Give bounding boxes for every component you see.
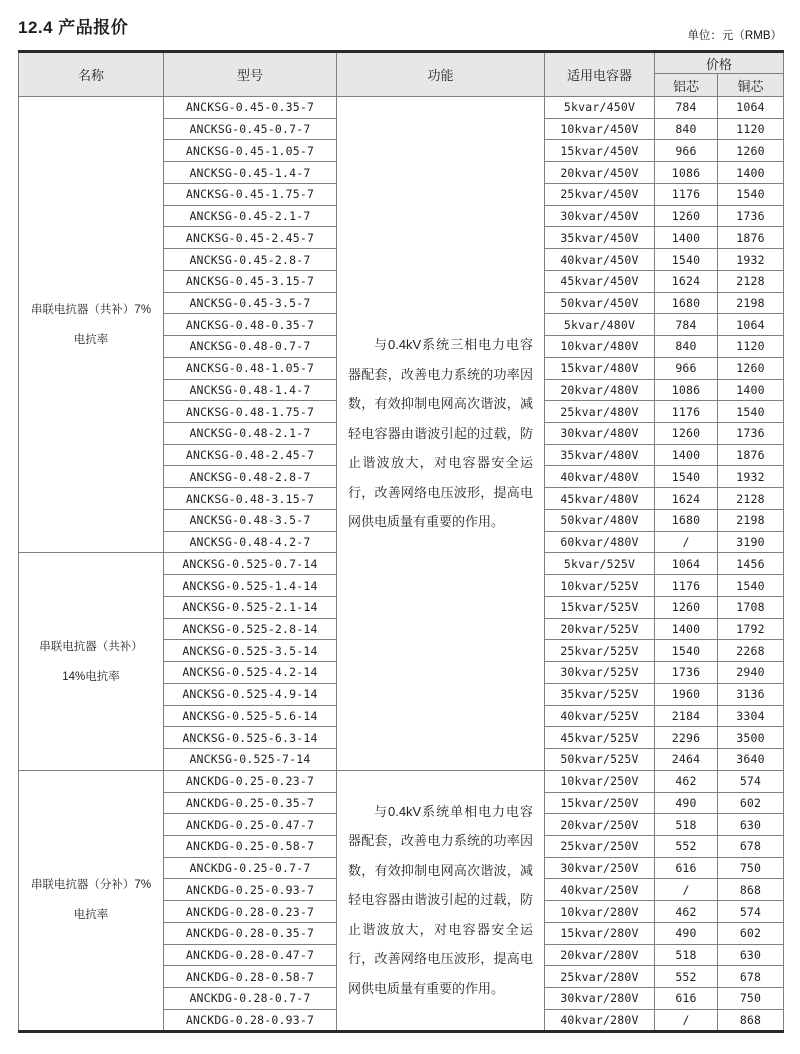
- model-cell: ANCKDG-0.25-0.7-7: [164, 857, 337, 879]
- model-cell: ANCKSG-0.48-0.7-7: [164, 336, 337, 358]
- function-description-cell: [337, 770, 545, 1031]
- copper-price-cell: 2198: [718, 509, 784, 531]
- capacitor-cell: 30kvar/250V: [545, 857, 655, 879]
- aluminum-price-cell: 518: [655, 814, 718, 836]
- model-cell: ANCKSG-0.45-1.4-7: [164, 162, 337, 184]
- aluminum-price-cell: 490: [655, 792, 718, 814]
- copper-price-cell: 630: [718, 814, 784, 836]
- model-cell: ANCKDG-0.25-0.93-7: [164, 879, 337, 901]
- model-cell: ANCKDG-0.28-0.7-7: [164, 988, 337, 1010]
- capacitor-cell: 25kvar/450V: [545, 183, 655, 205]
- product-name-line: 串联电抗器（共补）7%: [30, 303, 152, 316]
- capacitor-cell: 45kvar/450V: [545, 270, 655, 292]
- copper-price-cell: 574: [718, 770, 784, 792]
- model-cell: ANCKDG-0.25-0.58-7: [164, 835, 337, 857]
- capacitor-cell: 20kvar/525V: [545, 618, 655, 640]
- capacitor-cell: 35kvar/525V: [545, 683, 655, 705]
- capacitor-cell: 10kvar/250V: [545, 770, 655, 792]
- unit-note: 单位：元（RMB）: [687, 30, 782, 42]
- capacitor-cell: 10kvar/525V: [545, 575, 655, 597]
- copper-price-cell: 1736: [718, 205, 784, 227]
- aluminum-price-cell: 490: [655, 922, 718, 944]
- copper-price-cell: 1064: [718, 97, 784, 119]
- aluminum-price-cell: 1176: [655, 575, 718, 597]
- model-cell: ANCKSG-0.525-2.1-14: [164, 596, 337, 618]
- copper-price-cell: 1932: [718, 466, 784, 488]
- price-table-header: [19, 52, 784, 97]
- aluminum-price-cell: /: [655, 1009, 718, 1031]
- copper-price-cell: 1120: [718, 336, 784, 358]
- copper-price-cell: 1540: [718, 575, 784, 597]
- aluminum-price-cell: 1400: [655, 618, 718, 640]
- model-cell: ANCKSG-0.525-0.7-14: [164, 553, 337, 575]
- model-cell: ANCKSG-0.45-2.1-7: [164, 205, 337, 227]
- model-cell: ANCKSG-0.48-2.1-7: [164, 423, 337, 445]
- aluminum-price-cell: 552: [655, 966, 718, 988]
- aluminum-price-cell: 462: [655, 770, 718, 792]
- copper-price-cell: 2268: [718, 640, 784, 662]
- model-cell: ANCKSG-0.525-5.6-14: [164, 705, 337, 727]
- aluminum-price-cell: 966: [655, 140, 718, 162]
- price-table: [18, 50, 784, 1033]
- aluminum-price-cell: 1260: [655, 423, 718, 445]
- copper-price-cell: 602: [718, 922, 784, 944]
- header-capacitor: 适用电容器: [545, 52, 655, 97]
- header-copper-core: 铜芯: [718, 74, 784, 97]
- copper-price-cell: 1792: [718, 618, 784, 640]
- model-cell: ANCKSG-0.525-3.5-14: [164, 640, 337, 662]
- aluminum-price-cell: 1260: [655, 596, 718, 618]
- copper-price-cell: 868: [718, 879, 784, 901]
- capacitor-cell: 40kvar/450V: [545, 249, 655, 271]
- model-cell: ANCKSG-0.48-1.75-7: [164, 401, 337, 423]
- capacitor-cell: 40kvar/250V: [545, 879, 655, 901]
- copper-price-cell: 678: [718, 966, 784, 988]
- table-row: [19, 770, 784, 792]
- aluminum-price-cell: 1400: [655, 444, 718, 466]
- product-name-line: 14%电抗率: [62, 670, 120, 683]
- capacitor-cell: 5kvar/480V: [545, 314, 655, 336]
- copper-price-cell: 1876: [718, 227, 784, 249]
- aluminum-price-cell: 1086: [655, 379, 718, 401]
- model-cell: ANCKSG-0.45-0.35-7: [164, 97, 337, 119]
- model-cell: ANCKSG-0.525-6.3-14: [164, 727, 337, 749]
- model-cell: ANCKSG-0.525-7-14: [164, 749, 337, 771]
- copper-price-cell: 1540: [718, 401, 784, 423]
- capacitor-cell: 5kvar/525V: [545, 553, 655, 575]
- model-cell: ANCKDG-0.25-0.47-7: [164, 814, 337, 836]
- aluminum-price-cell: 2184: [655, 705, 718, 727]
- capacitor-cell: 30kvar/450V: [545, 205, 655, 227]
- copper-price-cell: 1260: [718, 140, 784, 162]
- copper-price-cell: 1260: [718, 357, 784, 379]
- product-name-line: 串联电抗器（分补）7%: [30, 879, 152, 892]
- model-cell: ANCKSG-0.48-4.2-7: [164, 531, 337, 553]
- capacitor-cell: 10kvar/280V: [545, 901, 655, 923]
- page-header: [18, 0, 783, 50]
- copper-price-cell: 574: [718, 901, 784, 923]
- aluminum-price-cell: 1960: [655, 683, 718, 705]
- model-cell: ANCKSG-0.45-2.45-7: [164, 227, 337, 249]
- model-cell: ANCKSG-0.45-2.8-7: [164, 249, 337, 271]
- aluminum-price-cell: 1680: [655, 292, 718, 314]
- model-cell: ANCKSG-0.48-3.15-7: [164, 488, 337, 510]
- model-cell: ANCKSG-0.48-3.5-7: [164, 509, 337, 531]
- model-cell: ANCKDG-0.28-0.93-7: [164, 1009, 337, 1031]
- capacitor-cell: 40kvar/525V: [545, 705, 655, 727]
- capacitor-cell: 20kvar/280V: [545, 944, 655, 966]
- header-model: 型号: [164, 52, 337, 97]
- aluminum-price-cell: 552: [655, 835, 718, 857]
- copper-price-cell: 3304: [718, 705, 784, 727]
- copper-price-cell: 1736: [718, 423, 784, 445]
- model-cell: ANCKSG-0.48-0.35-7: [164, 314, 337, 336]
- page-title: 12.4 产品报价: [18, 18, 129, 37]
- model-cell: ANCKDG-0.25-0.35-7: [164, 792, 337, 814]
- copper-price-cell: 1400: [718, 379, 784, 401]
- function-description-text: 与0.4kV系统三相电力电容器配套，改善电力系统的功率因数，有效抑制电网高次谐波，减轻电容器由谐波引起的过载，防止谐波放大，对电容器安全运行，改善网络电压波形，提高电网供电质量有重要的作用。: [348, 337, 533, 530]
- copper-price-cell: 3136: [718, 683, 784, 705]
- capacitor-cell: 15kvar/280V: [545, 922, 655, 944]
- aluminum-price-cell: 840: [655, 336, 718, 358]
- copper-price-cell: 1540: [718, 183, 784, 205]
- capacitor-cell: 50kvar/480V: [545, 509, 655, 531]
- aluminum-price-cell: 462: [655, 901, 718, 923]
- model-cell: ANCKSG-0.525-4.2-14: [164, 662, 337, 684]
- copper-price-cell: 868: [718, 1009, 784, 1031]
- aluminum-price-cell: 966: [655, 357, 718, 379]
- copper-price-cell: 1708: [718, 596, 784, 618]
- capacitor-cell: 45kvar/525V: [545, 727, 655, 749]
- capacitor-cell: 40kvar/280V: [545, 1009, 655, 1031]
- aluminum-price-cell: /: [655, 879, 718, 901]
- copper-price-cell: 750: [718, 857, 784, 879]
- aluminum-price-cell: 616: [655, 857, 718, 879]
- copper-price-cell: 2128: [718, 488, 784, 510]
- capacitor-cell: 45kvar/480V: [545, 488, 655, 510]
- copper-price-cell: 1064: [718, 314, 784, 336]
- copper-price-cell: 1456: [718, 553, 784, 575]
- capacitor-cell: 15kvar/480V: [545, 357, 655, 379]
- price-table-body: [19, 97, 784, 1032]
- aluminum-price-cell: 616: [655, 988, 718, 1010]
- copper-price-cell: 3500: [718, 727, 784, 749]
- capacitor-cell: 35kvar/450V: [545, 227, 655, 249]
- model-cell: ANCKSG-0.48-2.45-7: [164, 444, 337, 466]
- function-description-cell: [337, 97, 545, 771]
- copper-price-cell: 1120: [718, 118, 784, 140]
- model-cell: ANCKDG-0.28-0.35-7: [164, 922, 337, 944]
- copper-price-cell: 2198: [718, 292, 784, 314]
- capacitor-cell: 35kvar/480V: [545, 444, 655, 466]
- capacitor-cell: 60kvar/480V: [545, 531, 655, 553]
- copper-price-cell: 2940: [718, 662, 784, 684]
- aluminum-price-cell: 1540: [655, 466, 718, 488]
- aluminum-price-cell: 1176: [655, 401, 718, 423]
- header-aluminum-core: 铝芯: [655, 74, 718, 97]
- copper-price-cell: 678: [718, 835, 784, 857]
- model-cell: ANCKSG-0.48-2.8-7: [164, 466, 337, 488]
- product-name-cell: [19, 553, 164, 770]
- model-cell: ANCKSG-0.525-4.9-14: [164, 683, 337, 705]
- table-row: [19, 97, 784, 119]
- capacitor-cell: 50kvar/450V: [545, 292, 655, 314]
- copper-price-cell: 602: [718, 792, 784, 814]
- model-cell: ANCKDG-0.25-0.23-7: [164, 770, 337, 792]
- model-cell: ANCKSG-0.525-2.8-14: [164, 618, 337, 640]
- product-name-line: 串联电抗器（共补）: [39, 640, 143, 653]
- aluminum-price-cell: 1624: [655, 488, 718, 510]
- aluminum-price-cell: 2464: [655, 749, 718, 771]
- capacitor-cell: 25kvar/525V: [545, 640, 655, 662]
- header-price: 价格: [655, 52, 784, 74]
- model-cell: ANCKSG-0.45-0.7-7: [164, 118, 337, 140]
- aluminum-price-cell: 1736: [655, 662, 718, 684]
- aluminum-price-cell: 1540: [655, 640, 718, 662]
- model-cell: ANCKSG-0.45-1.75-7: [164, 183, 337, 205]
- capacitor-cell: 20kvar/480V: [545, 379, 655, 401]
- capacitor-cell: 30kvar/480V: [545, 423, 655, 445]
- model-cell: ANCKSG-0.48-1.05-7: [164, 357, 337, 379]
- copper-price-cell: 1400: [718, 162, 784, 184]
- copper-price-cell: 1932: [718, 249, 784, 271]
- capacitor-cell: 20kvar/250V: [545, 814, 655, 836]
- aluminum-price-cell: 1540: [655, 249, 718, 271]
- capacitor-cell: 30kvar/525V: [545, 662, 655, 684]
- model-cell: ANCKSG-0.45-3.15-7: [164, 270, 337, 292]
- copper-price-cell: 630: [718, 944, 784, 966]
- product-name-cell: [19, 97, 164, 553]
- capacitor-cell: 25kvar/250V: [545, 835, 655, 857]
- capacitor-cell: 10kvar/450V: [545, 118, 655, 140]
- aluminum-price-cell: 1176: [655, 183, 718, 205]
- product-name-line: 电抗率: [73, 909, 109, 922]
- model-cell: ANCKDG-0.28-0.23-7: [164, 901, 337, 923]
- aluminum-price-cell: 1624: [655, 270, 718, 292]
- capacitor-cell: 20kvar/450V: [545, 162, 655, 184]
- model-cell: ANCKDG-0.28-0.47-7: [164, 944, 337, 966]
- capacitor-cell: 25kvar/280V: [545, 966, 655, 988]
- copper-price-cell: 3190: [718, 531, 784, 553]
- aluminum-price-cell: 1064: [655, 553, 718, 575]
- aluminum-price-cell: 784: [655, 97, 718, 119]
- capacitor-cell: 10kvar/480V: [545, 336, 655, 358]
- copper-price-cell: 1876: [718, 444, 784, 466]
- capacitor-cell: 5kvar/450V: [545, 97, 655, 119]
- aluminum-price-cell: /: [655, 531, 718, 553]
- copper-price-cell: 3640: [718, 749, 784, 771]
- aluminum-price-cell: 518: [655, 944, 718, 966]
- model-cell: ANCKDG-0.28-0.58-7: [164, 966, 337, 988]
- aluminum-price-cell: 840: [655, 118, 718, 140]
- function-description-text: 与0.4kV系统单相电力电容器配套，改善电力系统的功率因数，有效抑制电网高次谐波，减轻电容器由谐波引起的过载，防止谐波放大，对电容器安全运行，改善网络电压波形，提高电网供电质量有重要的作用。: [348, 803, 533, 996]
- aluminum-price-cell: 1680: [655, 509, 718, 531]
- capacitor-cell: 15kvar/250V: [545, 792, 655, 814]
- aluminum-price-cell: 1400: [655, 227, 718, 249]
- model-cell: ANCKSG-0.45-3.5-7: [164, 292, 337, 314]
- product-name-line: 电抗率: [73, 333, 109, 346]
- aluminum-price-cell: 2296: [655, 727, 718, 749]
- capacitor-cell: 40kvar/480V: [545, 466, 655, 488]
- aluminum-price-cell: 1086: [655, 162, 718, 184]
- product-name-cell: [19, 770, 164, 1031]
- copper-price-cell: 2128: [718, 270, 784, 292]
- header-name: 名称: [19, 52, 164, 97]
- capacitor-cell: 15kvar/525V: [545, 596, 655, 618]
- capacitor-cell: 15kvar/450V: [545, 140, 655, 162]
- aluminum-price-cell: 1260: [655, 205, 718, 227]
- copper-price-cell: 750: [718, 988, 784, 1010]
- capacitor-cell: 30kvar/280V: [545, 988, 655, 1010]
- model-cell: ANCKSG-0.525-1.4-14: [164, 575, 337, 597]
- header-function: 功能: [337, 52, 545, 97]
- capacitor-cell: 50kvar/525V: [545, 749, 655, 771]
- model-cell: ANCKSG-0.48-1.4-7: [164, 379, 337, 401]
- aluminum-price-cell: 784: [655, 314, 718, 336]
- model-cell: ANCKSG-0.45-1.05-7: [164, 140, 337, 162]
- capacitor-cell: 25kvar/480V: [545, 401, 655, 423]
